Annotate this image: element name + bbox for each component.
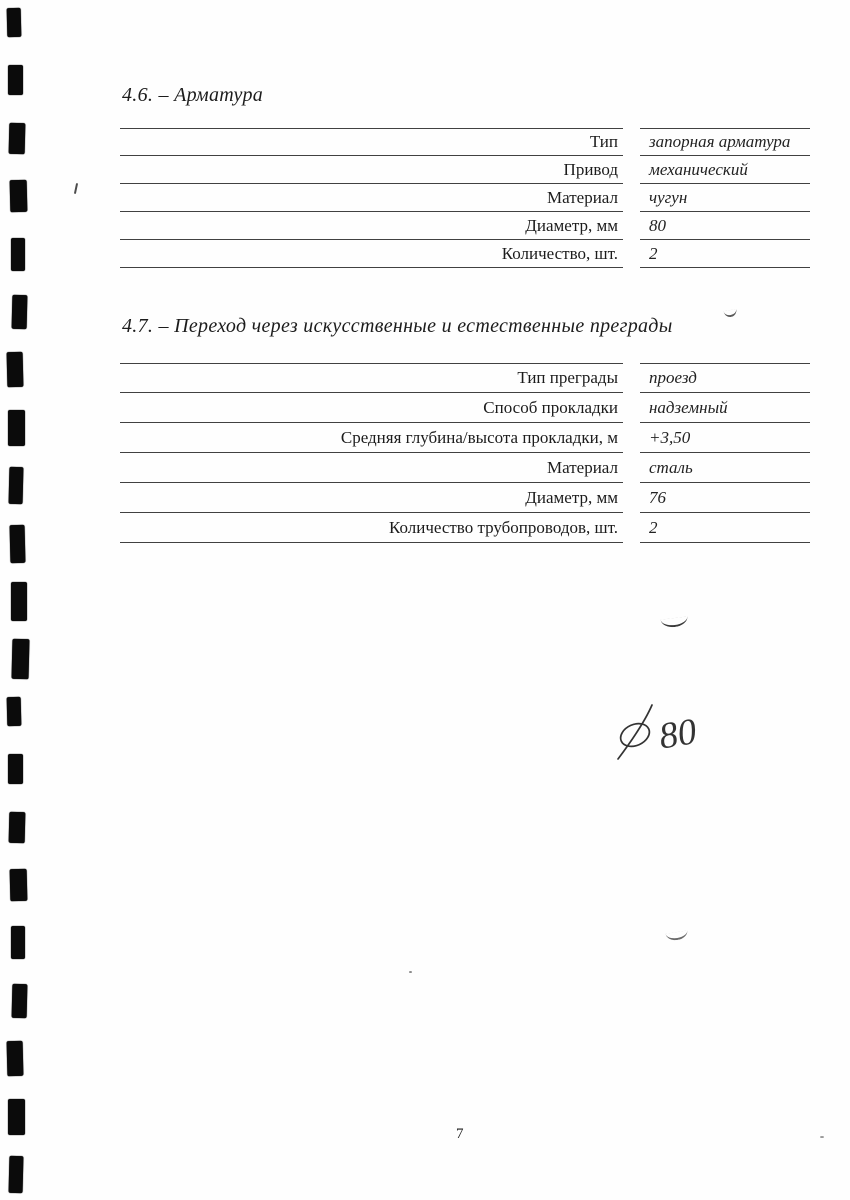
row-value: 76	[640, 483, 810, 513]
row-value: 80	[640, 212, 810, 240]
page-number: 7	[456, 1126, 464, 1142]
stray-pen-mark	[661, 616, 689, 628]
table-row	[120, 513, 810, 543]
spiral-binding	[0, 0, 40, 1200]
binding-hole	[9, 1156, 24, 1193]
row-label: Количество трубопроводов, шт.	[120, 513, 623, 543]
binding-hole	[8, 1099, 25, 1135]
stray-pen-mark	[74, 183, 78, 194]
table-row	[120, 212, 810, 240]
binding-hole	[9, 467, 24, 504]
row-label: Материал	[120, 453, 623, 483]
table-row	[120, 423, 810, 453]
binding-hole	[7, 352, 24, 387]
binding-hole	[8, 754, 23, 784]
binding-hole	[12, 984, 28, 1018]
row-label: Тип	[120, 128, 623, 156]
binding-hole	[7, 8, 22, 37]
row-label: Привод	[120, 156, 623, 184]
table-row	[120, 483, 810, 513]
table-row	[120, 184, 810, 212]
row-label: Диаметр, мм	[120, 212, 623, 240]
binding-hole	[8, 65, 23, 95]
row-value: запорная арматура	[640, 128, 810, 156]
row-value: +3,50	[640, 423, 810, 453]
table-row	[120, 453, 810, 483]
armatura-table	[120, 128, 810, 268]
table-row	[120, 393, 810, 423]
table-row	[120, 156, 810, 184]
row-value: 2	[640, 240, 810, 268]
binding-hole	[12, 639, 30, 679]
row-value: сталь	[640, 453, 810, 483]
binding-hole	[10, 524, 26, 562]
crossing-table	[120, 363, 810, 543]
section-heading-4-7: 4.7. – Переход через искусственные и естественные преграды	[122, 315, 673, 337]
stray-pen-mark	[723, 309, 737, 318]
row-label: Материал	[120, 184, 623, 212]
row-label: Количество, шт.	[120, 240, 623, 268]
row-value: чугун	[640, 184, 810, 212]
row-value: надземный	[640, 393, 810, 423]
binding-hole	[10, 180, 28, 212]
binding-hole	[9, 811, 26, 842]
binding-hole	[7, 697, 22, 726]
stray-pen-mark	[666, 930, 689, 941]
binding-hole	[10, 869, 28, 901]
table-row	[120, 240, 810, 268]
table-row	[120, 363, 810, 393]
row-label: Средняя глубина/высота прокладки, м	[120, 423, 623, 453]
binding-hole	[11, 926, 25, 959]
binding-hole	[9, 123, 26, 154]
row-value: 2	[640, 513, 810, 543]
binding-hole	[8, 410, 25, 446]
table-row	[120, 128, 810, 156]
row-label: Тип преграды	[120, 363, 623, 393]
scan-speck	[820, 1136, 824, 1138]
section-heading-4-6: 4.6. – Арматура	[122, 84, 264, 106]
row-value: проезд	[640, 363, 810, 393]
diameter-symbol	[617, 705, 653, 759]
handwritten-value: 80	[656, 711, 700, 758]
binding-hole	[12, 295, 28, 329]
row-label: Диаметр, мм	[120, 483, 623, 513]
handwritten-diameter-note	[605, 695, 720, 770]
binding-hole	[11, 238, 25, 271]
binding-hole	[11, 582, 27, 621]
scan-speck	[409, 971, 412, 973]
row-value: механический	[640, 156, 810, 184]
binding-hole	[7, 1041, 24, 1076]
row-label: Способ прокладки	[120, 393, 623, 423]
